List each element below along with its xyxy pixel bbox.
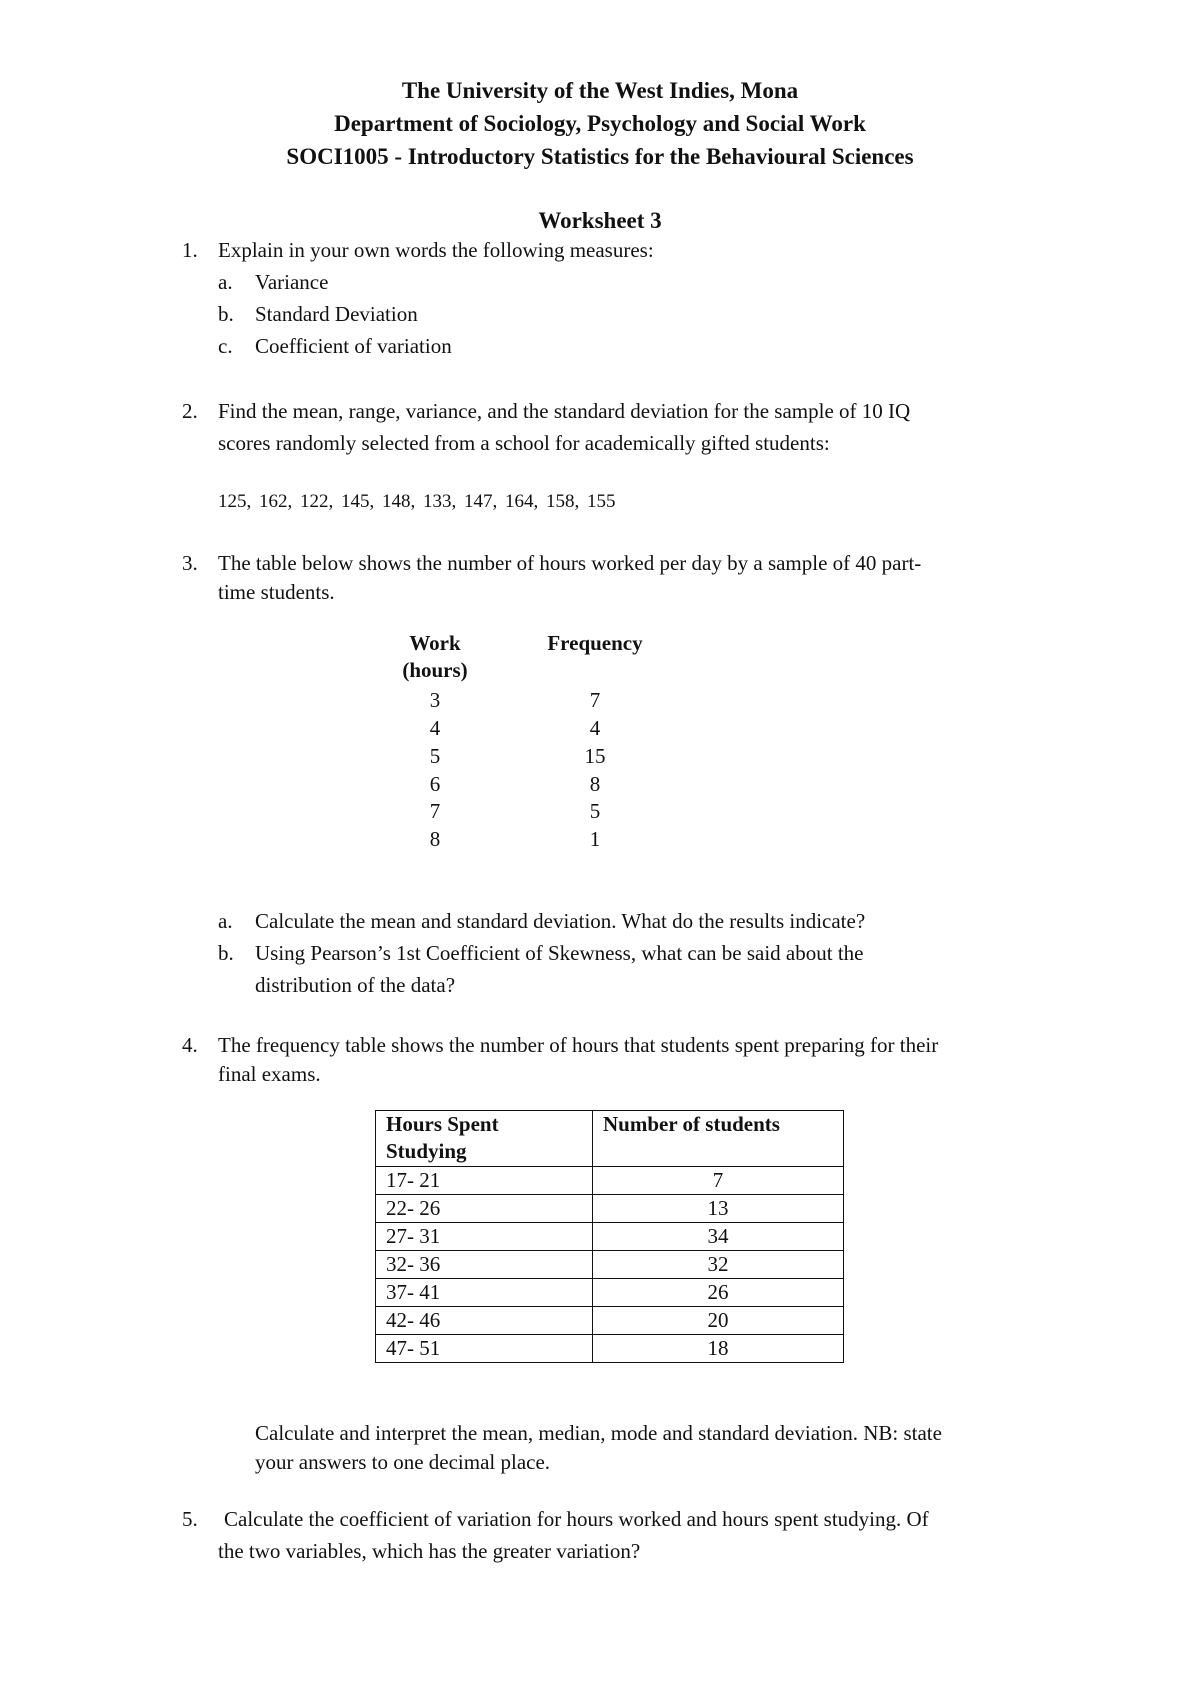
col-hours-spent: Hours Spent Studying <box>376 1111 593 1167</box>
q4-text-line1: The frequency table shows the number of hours that students spent preparing for their <box>218 1033 939 1057</box>
cell-range: 37- 41 <box>376 1279 593 1307</box>
cell-range: 17- 21 <box>376 1167 593 1195</box>
q1-item-letter: a. <box>218 270 233 294</box>
q3-text-line1: The table below shows the number of hours worked per day by a sample of 40 part- <box>218 551 922 575</box>
q3-a-text: Calculate the mean and standard deviation. What do the results indicate? <box>255 909 866 933</box>
table-row <box>376 1251 844 1279</box>
q3-row-hours: 6 <box>429 772 441 796</box>
table-row <box>376 1279 844 1307</box>
cell-range: 32- 36 <box>376 1251 593 1279</box>
table-row <box>376 1195 844 1223</box>
q3-row-hours: 5 <box>429 744 441 768</box>
cell-count: 7 <box>593 1167 844 1195</box>
q1-number: 1. <box>182 238 198 262</box>
q3-row-freq: 8 <box>589 772 601 796</box>
q5-number: 5. <box>182 1507 198 1531</box>
q4-number: 4. <box>182 1033 198 1057</box>
cell-range: 47- 51 <box>376 1335 593 1363</box>
q3-row-hours: 8 <box>429 827 441 851</box>
q3-b-letter: b. <box>218 941 234 965</box>
cell-count: 20 <box>593 1307 844 1335</box>
q3-b-text-line2: distribution of the data? <box>255 973 456 997</box>
table-row <box>376 1335 844 1363</box>
cell-count: 18 <box>593 1335 844 1363</box>
q5-text-line2: the two variables, which has the greater variation? <box>218 1539 641 1563</box>
q3-b-text-line1: Using Pearson’s 1st Coefficient of Skewness, what can be said about the <box>255 941 864 965</box>
header-department: Department of Sociology, Psychology and Social Work <box>334 111 866 136</box>
q1-item-text: Coefficient of variation <box>255 334 452 358</box>
worksheet-title: Worksheet 3 <box>538 208 662 233</box>
q3-row-hours: 3 <box>429 688 441 712</box>
q3-col-frequency: Frequency <box>547 631 643 655</box>
header-course: SOCI1005 - Introductory Statistics for the Behavioural Sciences <box>286 144 914 169</box>
q1-text: Explain in your own words the following measures: <box>218 238 654 262</box>
q3-row-freq: 5 <box>589 799 601 823</box>
q1-item-letter: b. <box>218 302 234 326</box>
cell-range: 27- 31 <box>376 1223 593 1251</box>
q2-text-line1: Find the mean, range, variance, and the standard deviation for the sample of 10 IQ <box>218 399 911 423</box>
q1-item-text: Variance <box>255 270 329 294</box>
cell-range: 42- 46 <box>376 1307 593 1335</box>
q2-text-line2: scores randomly selected from a school for academically gifted students: <box>218 431 830 455</box>
q4-after-line1: Calculate and interpret the mean, median, mode and standard deviation. NB: state <box>255 1421 942 1445</box>
q3-a-letter: a. <box>218 909 233 933</box>
table-row <box>376 1223 844 1251</box>
q1-item-letter: c. <box>218 334 233 358</box>
cell-count: 32 <box>593 1251 844 1279</box>
q2-number: 2. <box>182 399 198 423</box>
q4-text-line2: final exams. <box>218 1062 321 1086</box>
q3-row-freq: 15 <box>584 744 606 768</box>
q5-text-line1: Calculate the coefficient of variation for hours worked and hours spent studying. Of <box>224 1507 929 1531</box>
table-row <box>376 1307 844 1335</box>
cell-range: 22- 26 <box>376 1195 593 1223</box>
q3-row-hours: 7 <box>429 799 441 823</box>
cell-count: 13 <box>593 1195 844 1223</box>
q3-number: 3. <box>182 551 198 575</box>
q4-after-line2: your answers to one decimal place. <box>255 1450 551 1474</box>
q3-col-hours: (hours) <box>402 658 468 682</box>
q3-row-freq: 7 <box>589 688 601 712</box>
study-hours-table <box>375 1110 844 1363</box>
q2-data: 125, 162, 122, 145, 148, 133, 147, 164, 158, 155 <box>218 491 616 512</box>
q3-col-work: Work <box>409 631 461 655</box>
q3-text-line2: time students. <box>218 580 335 604</box>
header-university: The University of the West Indies, Mona <box>401 78 799 103</box>
table-row <box>376 1167 844 1195</box>
q1-item-text: Standard Deviation <box>255 302 418 326</box>
cell-count: 26 <box>593 1279 844 1307</box>
q3-row-hours: 4 <box>429 716 441 740</box>
q3-row-freq: 1 <box>589 827 601 851</box>
table-header-row <box>376 1111 844 1167</box>
q3-row-freq: 4 <box>589 716 601 740</box>
col-number-students: Number of students <box>593 1111 844 1167</box>
cell-count: 34 <box>593 1223 844 1251</box>
